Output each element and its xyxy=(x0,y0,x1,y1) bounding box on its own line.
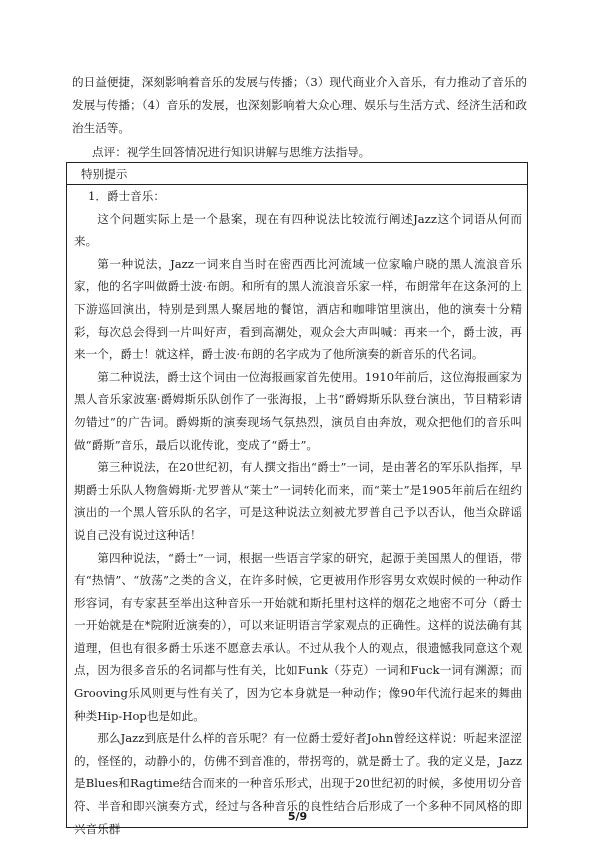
tips-body xyxy=(67,185,527,840)
tips-paragraph-theory-2: 第二种说法，爵士这个词由一位海报画家首先使用。1910年前后，这位海报画家为黑人音乐家波塞·爵姆斯乐队创作了一张海报，上书“爵姆斯乐队登台演出，节目精彩请勿错过”的广告词。爵姆斯的演奏现场气氛热烈，演员自由奔放，观众把他们的音乐叫做“爵斯”音乐，最后以讹传讹，变成了“爵士”。 xyxy=(74,369,522,452)
tips-paragraph-intro: 这个问题实际上是一个悬案，现在有四种说法比较流行阐述Jazz这个词语从何而来。 xyxy=(74,211,522,249)
special-tips-box xyxy=(66,162,528,836)
tips-subtitle: 1．爵士音乐： xyxy=(88,189,165,203)
intro-paragraph: 的日益便捷，深刻影响着音乐的发展与传播；（3）现代商业介入音乐，有力推动了音乐的发展与传播；（4）音乐的发展，也深刻影响着大众心理、娱乐与生活方式、经济生活和政治生活等。 xyxy=(72,75,527,135)
page-number: 5/9 xyxy=(287,810,308,823)
teacher-comment: 点评：视学生回答情况进行知识讲解与思维方法指导。 xyxy=(92,145,371,159)
tips-paragraph-theory-3: 第三种说法，在20世纪初，有人撰文指出“爵士”一词，是由著名的军乐队指挥，早期爵士乐队人物詹姆斯·尤罗普从“莱士”一词转化而来，而“莱士”是1905年前后在纽约演出的一个黑人管乐队的名字，可是这种说法立刻被尤罗普自己予以否认，他当众辟谣说自己没有说过这种话！ xyxy=(74,460,522,542)
tips-paragraph-theory-1: 第一种说法，Jazz一词来自当时在密西西比河流域一位家喻户晓的黑人流浪音乐家，他的名字叫做爵士波·布朗。和所有的黑人流浪音乐家一样，布朗常年在这条河的上下游巡回演出，特别是到黑人聚居地的餐馆，酒店和咖啡馆里演出，他的演奏十分精彩，每次总会得到一片叫好声，看到高潮处，观众会大声叫喊：再来一个，爵士波，再来一个，爵士！就这样，爵士波·布朗的名字成为了他所演奏的新音乐的代名词。 xyxy=(74,256,522,362)
tips-header: 特别提示 xyxy=(67,163,527,185)
tips-paragraph-theory-4: 第四种说法，“爵士”一词，根据一些语言学家的研究，起源于美国黑人的俚语，带有“热情”、“放荡”之类的含义，在许多时候，它更被用作形容男女欢娱时候的一种动作形容词，有专家甚至举出这种音乐一开始就和斯托里村这样的烟花之地密不可分（爵士一开始就是在*院附近演奏的），可以来证明语言学家观点的正确性。这样的说法确有其道理，但也有很多爵士乐迷不愿意去承认。不过从我个人的观点，很遗憾我同意这个观点，因为很多音乐的名词都与性有关，比如Funk（芬克）一词和Fuck一词有渊源；而Grooving乐风则更与性有关了，因为它本身就是一种动作；像90年代流行起来的舞曲种类Hip-Hop也是如此。 xyxy=(74,550,522,723)
tips-paragraph-definition: 那么Jazz到底是什么样的音乐呢？有一位爵士爱好者John曾经这样说：听起来涩涩的，怪怪的，动静小的，仿佛不到音准的，带拐弯的，就是爵士了。我的定义是，Jazz是Blues和Ragtime结合而来的一种音乐形式，出现于20世纪初的时候，多使用切分音符、半音和即兴演奏方式，经过与各种音乐的良性结合后形成了一个多种不同风格的即兴音乐群 xyxy=(74,731,522,836)
